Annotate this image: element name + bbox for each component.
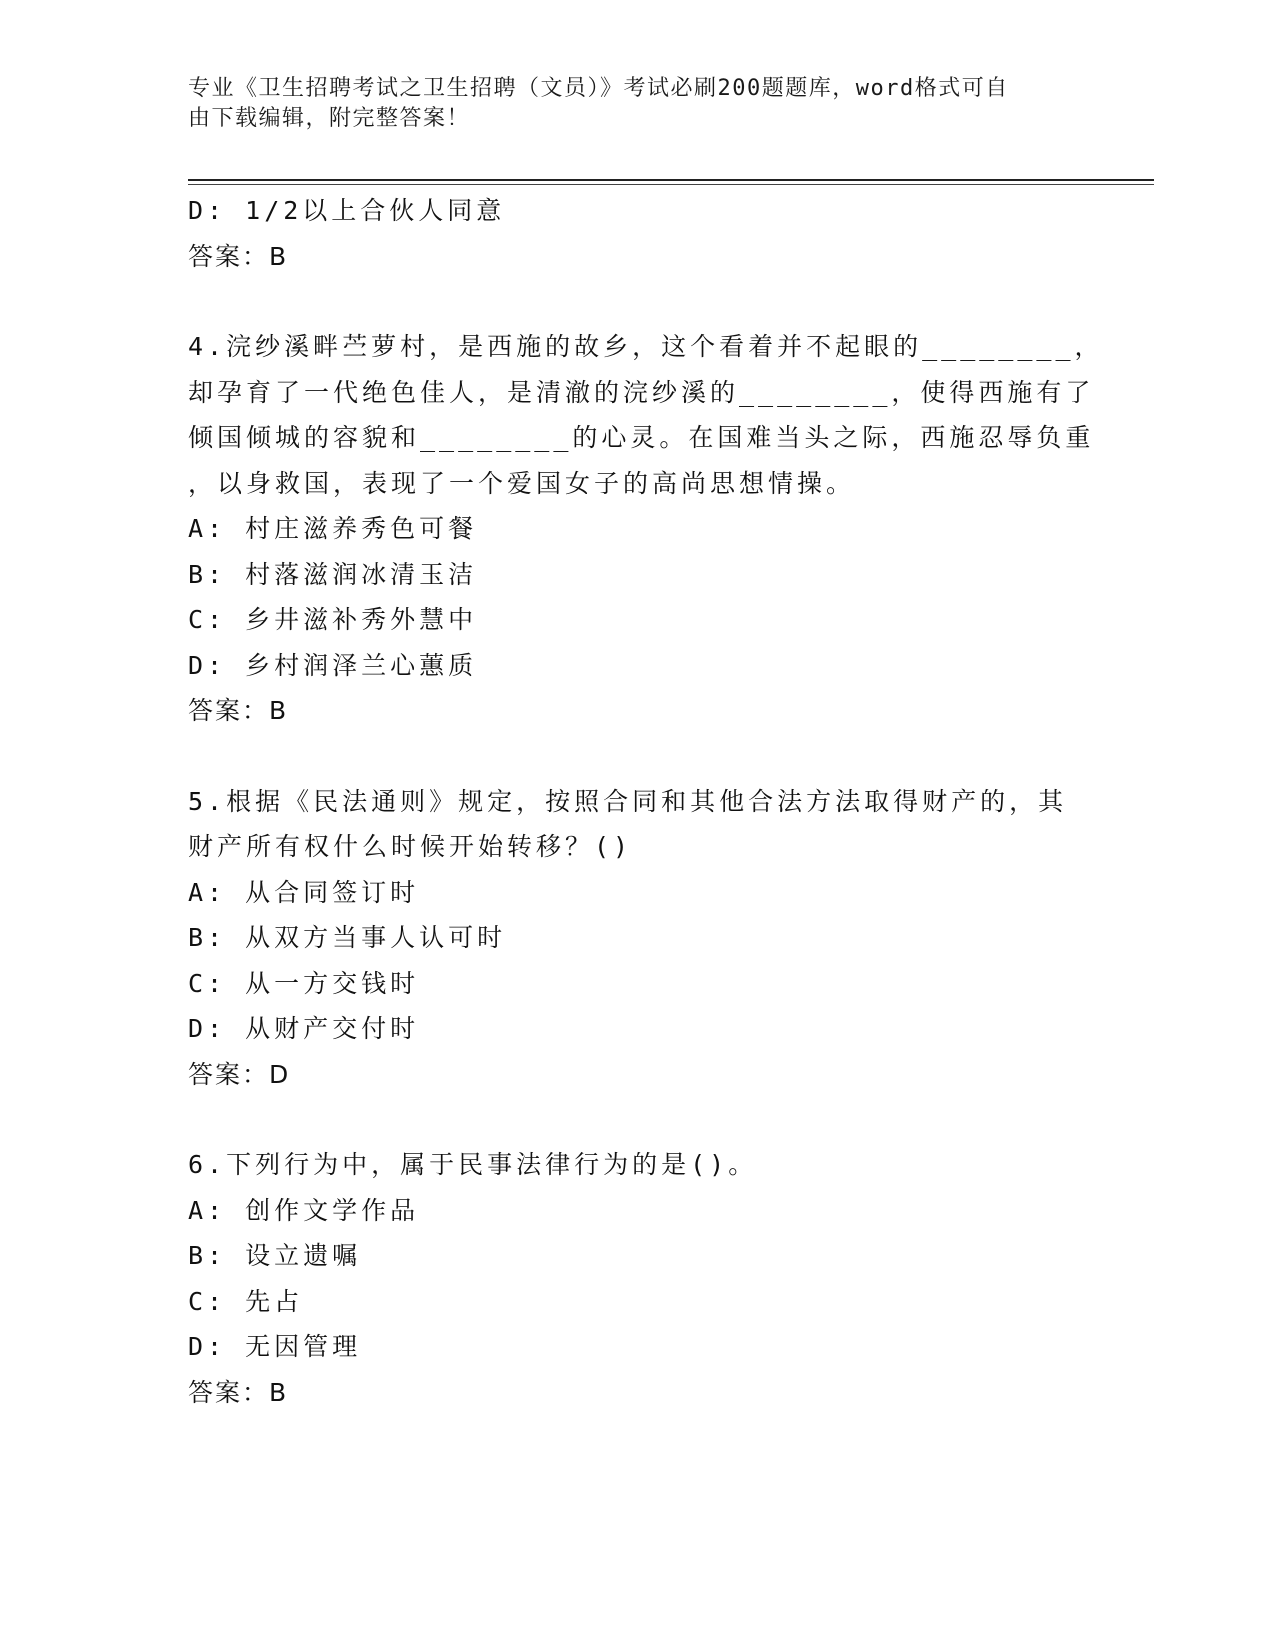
option-b: B: 从双方当事人认可时 <box>188 923 507 952</box>
option-c: C: 先占 <box>188 1286 304 1316</box>
answer-line: 答案：B <box>188 241 289 271</box>
question-text-line: 4.浣纱溪畔苎萝村，是西施的故乡，这个看着并不起眼的________， <box>188 332 1104 361</box>
option-a: A: 从合同签订时 <box>188 877 420 907</box>
question-text-line: 倾国倾城的容貌和________的心灵。在国难当头之际，西施忍辱负重 <box>188 423 1095 452</box>
option-c: C: 乡井滋补秀外慧中 <box>188 605 478 634</box>
question-text-line: 却孕育了一代绝色佳人，是清澈的浣纱溪的________，使得西施有了 <box>188 377 1095 407</box>
question-4 <box>188 324 1104 734</box>
header-divider-thick <box>188 179 1154 181</box>
question-spacer <box>188 734 1088 779</box>
question-text-line: 5.根据《民法通则》规定，按照合同和其他合法方法取得财产的，其 <box>188 786 1068 816</box>
option-d: D: 1/2以上合伙人同意 <box>188 196 506 225</box>
answer-line: 答案：B <box>188 1377 289 1407</box>
answer-line: 答案：D <box>188 1059 291 1089</box>
question-6 <box>188 1142 1088 1415</box>
header-line-1: 专业《卫生招聘考试之卫生招聘（文员）》考试必刷200题题库，word格式可自 <box>188 76 1009 101</box>
answer-line: 答案：B <box>188 696 289 725</box>
option-c: C: 从一方交钱时 <box>188 968 420 998</box>
question-text-line: ，以身救国，表现了一个爱国女子的高尚思想情操。 <box>188 468 856 498</box>
header-divider-thin <box>188 184 1154 185</box>
header-line-2: 由下载编辑，附完整答案！ <box>188 106 471 131</box>
option-a: A: 村庄滋养秀色可餐 <box>188 514 478 543</box>
document-body <box>188 188 1104 1415</box>
option-d: D: 从财产交付时 <box>188 1014 420 1043</box>
question-text-line: 财产所有权什么时候开始转移？() <box>188 832 633 861</box>
question-3-tail <box>188 188 1088 279</box>
option-b: B: 设立遗嘱 <box>188 1241 362 1270</box>
option-b: B: 村落滋润冰清玉洁 <box>188 559 478 589</box>
question-5 <box>188 779 1088 1098</box>
option-d: D: 无因管理 <box>188 1332 362 1361</box>
page-header <box>188 74 1068 134</box>
option-a: A: 创作文学作品 <box>188 1195 420 1225</box>
question-spacer <box>188 279 1088 324</box>
option-d: D: 乡村润泽兰心蕙质 <box>188 650 478 680</box>
question-spacer <box>188 1097 1088 1142</box>
question-text-line: 6.下列行为中，属于民事法律行为的是()。 <box>188 1150 758 1179</box>
